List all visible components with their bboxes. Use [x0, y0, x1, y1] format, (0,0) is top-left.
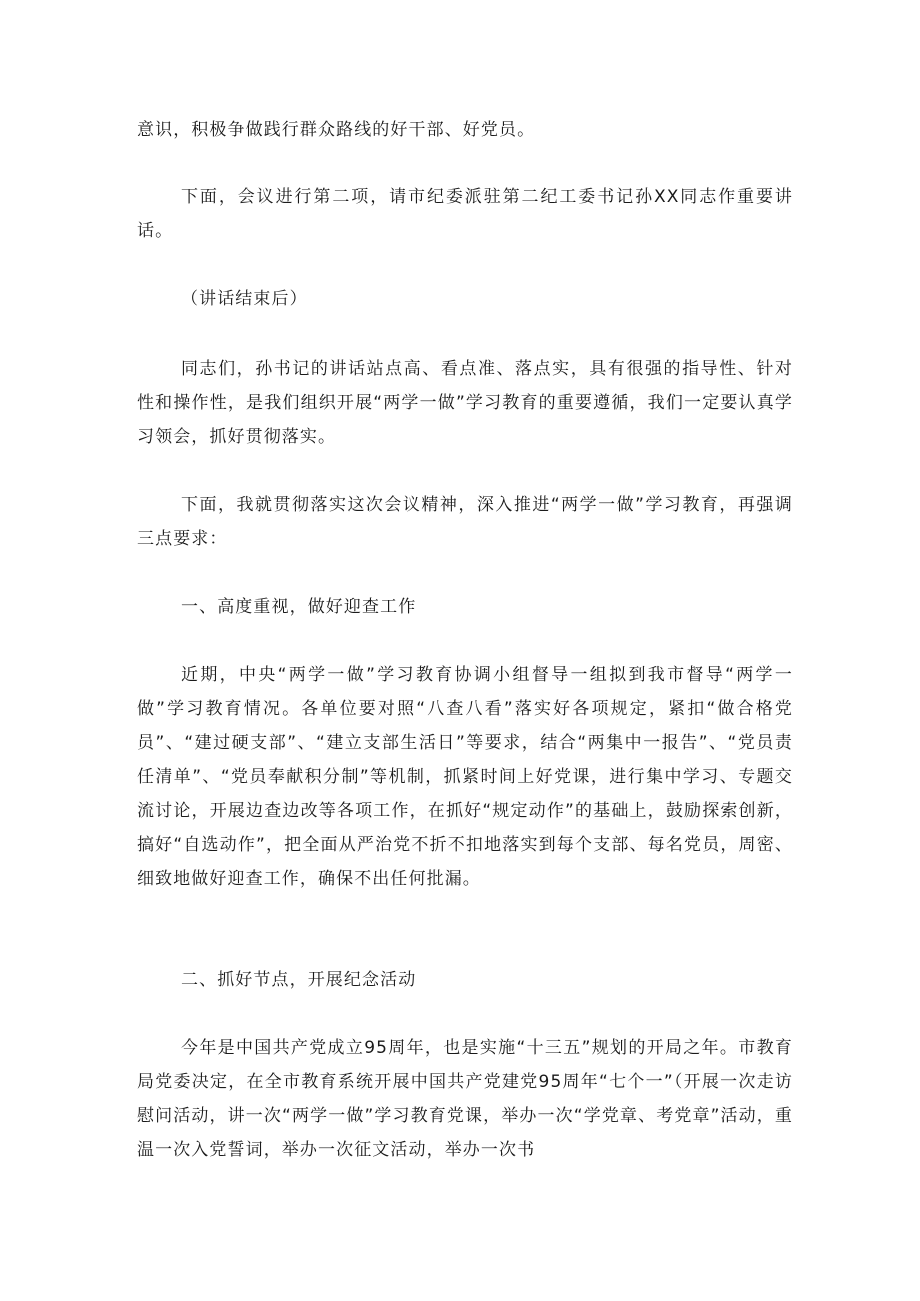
section-heading-1: 一、高度重视，做好迎查工作: [181, 597, 417, 617]
paragraph-inspection: 近期，中央“两学一做”学习教育协调小组督导一组拟到我市督导“两学一做”学习教育情况。各单位要对照“八查八看”落实好各项规定，紧扣“做合格党员”、“建过硬支部”、“建立支部生活日”等要求，结合“两集中一报告”、“党员责任清单”、“党员奉献积分制”等机制，抓紧时间上好党课，进行集中学习、专题交流讨论，开展边查边改等各项工作，在抓好“规定动作”的基础上，鼓励探索创新，搞好“自选动作”，把全面从严治党不折不扣地落实到每个支部、每名党员，周密、细致地做好迎查工作，确保不出任何批漏。: [137, 665, 793, 889]
paragraph-comrades: 同志们，孙书记的讲话站点高、看点准、落点实，具有很强的指导性、针对性和操作性，是我们组织开展“两学一做”学习教育的重要遵循，我们一定要认真学习领会，抓好贯彻落实。: [137, 359, 793, 447]
paragraph-anniversary: 今年是中国共产党成立95周年，也是实施“十三五”规划的开局之年。市教育局党委决定，在全市教育系统开展中国共产党建党95周年“七个一”（开展一次走访慰问活动，讲一次“两学一做”学习教育党课，举办一次“学党章、考党章”活动，重温一次入党誓词，举办一次征文活动，举办一次书: [137, 1038, 793, 1160]
paragraph-three-requirements: 下面，我就贯彻落实这次会议精神，深入推进“两学一做”学习教育，再强调三点要求：: [137, 495, 793, 549]
paragraph-second-item: 下面，会议进行第二项，请市纪委派驻第二纪工委书记孙XX同志作重要讲话。: [137, 187, 793, 241]
section-heading-2: 二、抓好节点，开展纪念活动: [181, 970, 417, 990]
paragraph-continuation: 意识，积极争做践行群众路线的好干部、好党员。: [137, 120, 536, 140]
paragraph-after-speech: （讲话结束后）: [181, 289, 308, 309]
